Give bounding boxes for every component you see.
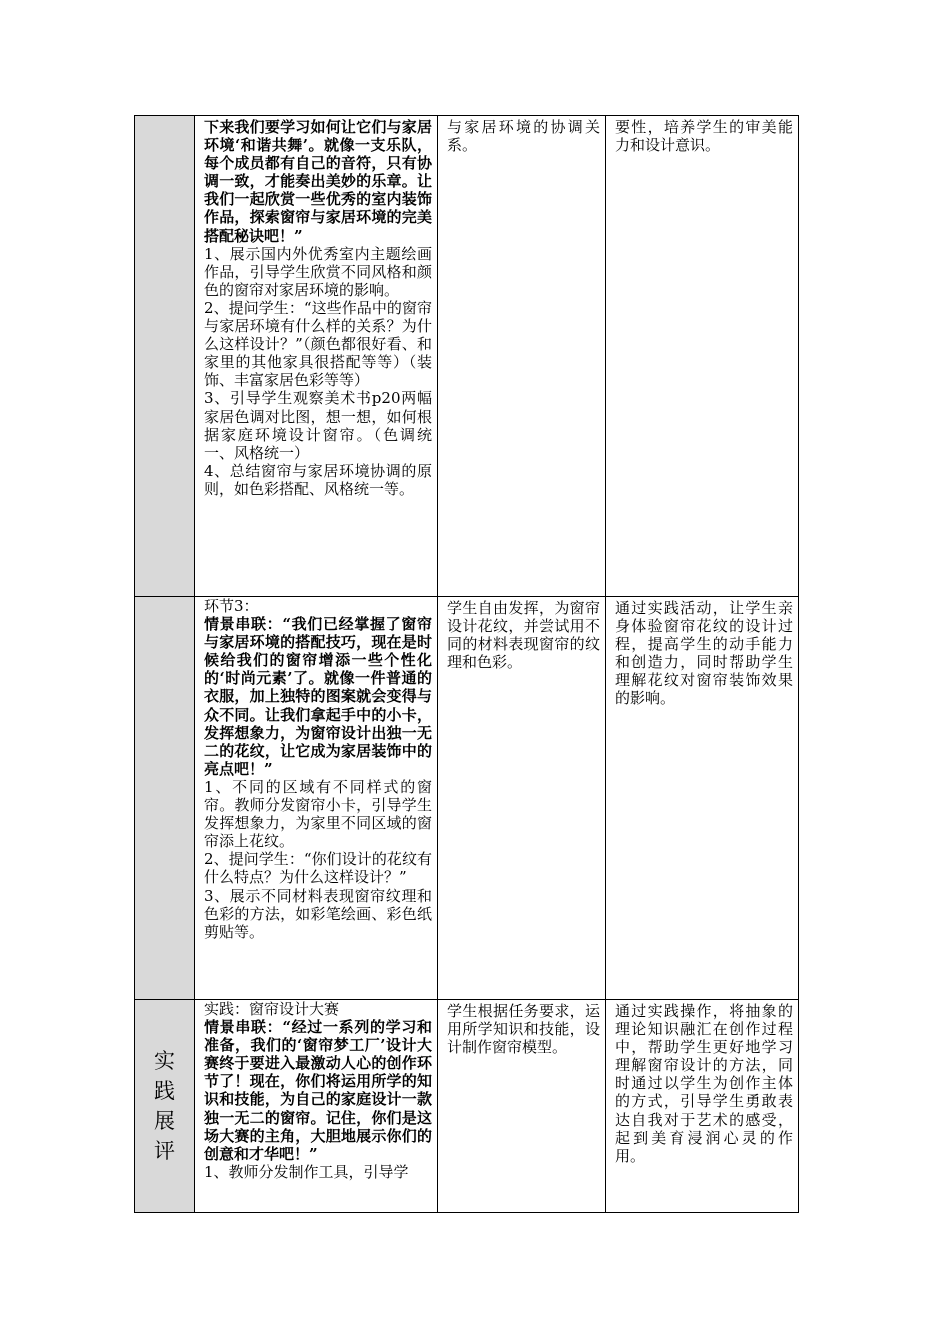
process-paragraph: 情景串联：“经过一系列的学习和准备，我们的‘窗帘梦工厂’设计大赛终于要进入最激动人心的创作环节了！现在，你们将运用所学的知识和技能，为自己的家庭设计一款独一无二的窗帘。记住，你们是这场大赛的主角，大胆地展示你们的创意和才华吧！”: [204, 1018, 432, 1163]
process-paragraph: 3、展示不同材料表现窗帘纹理和色彩的方法，如彩笔绘画、彩色纸剪贴等。: [204, 886, 432, 941]
process-paragraph: 1、展示国内外优秀室内主题绘画作品，引导学生欣赏不同风格和颜色的窗帘对家居环境的影响。: [204, 244, 432, 299]
design-intent-text: 通过实践活动，让学生亲身体验窗帘花纹的设计过程，提高学生的动手能力和创造力，同时帮助学生理解花纹对窗帘装饰效果的影响。: [615, 599, 793, 708]
student-activity-cell: [438, 597, 606, 1000]
process-paragraph: 2、提问学生：“这些作品中的窗帘与家居环境有什么样的关系？为什么这样设计？”（颜色都很好看、和家里的其他家具很搭配等等）（装饰、丰富家居色彩等等）: [204, 298, 432, 390]
table-row: [135, 597, 799, 1000]
stage-label: 实践展评: [154, 1049, 175, 1163]
student-activity-cell: [438, 1000, 606, 1213]
table-row: [135, 116, 799, 597]
design-intent-text: 通过实践操作，将抽象的理论知识融汇在创作过程中，帮助学生更好地学习理解窗帘设计的方法，同时通过以学生为创作主体的方式，引导学生勇敢表达自我对于艺术的感受，起到美育浸润心灵的作用。: [615, 1002, 793, 1165]
stage-cell: [135, 597, 195, 1000]
process-paragraph: 情景串联：“我们已经掌握了窗帘与家居环境的搭配技巧，现在是时候给我们的窗帘增添一些个性化的‘时尚元素’了。就像一件普通的衣服，加上独特的图案就会变得与众不同。让我们拿起手中的小卡，发挥想象力，为窗帘设计出独一无二的花纹，让它成为家居装饰中的亮点吧！”: [204, 615, 432, 778]
process-paragraph: 实践：窗帘设计大赛: [204, 1000, 340, 1018]
process-paragraph: 4、总结窗帘与家居环境协调的原则，如色彩搭配、风格统一等。: [204, 461, 432, 498]
process-paragraph: 1、教师分发制作工具，引导学: [204, 1162, 409, 1181]
student-activity-cell: [438, 116, 606, 597]
process-paragraph: 2、提问学生：“你们设计的花纹有什么特点？为什么这样设计？”: [204, 850, 432, 887]
process-paragraph: 下来我们要学习如何让它们与家居环境‘和谐共舞’。就像一支乐队，每个成员都有自己的音符，只有协调一致，才能奏出美妙的乐章。让我们一起欣赏一些优秀的室内装饰作品，探索窗帘与家居环境的完美搭配秘诀吧！”: [204, 118, 432, 245]
teaching-process-cell: [195, 597, 438, 1000]
process-paragraph: 3、引导学生观察美术书p20两幅家居色调对比图，想一想，如何根据家庭环境设计窗帘。（色调统一、风格统一）: [204, 389, 432, 462]
design-intent-text: 要性，培养学生的审美能力和设计意识。: [615, 118, 793, 155]
student-activity-text: 学生自由发挥，为窗帘设计花纹，并尝试用不同的材料表现窗帘的纹理和色彩。: [447, 599, 600, 672]
process-paragraph: 1、不同的区域有不同样式的窗帘。教师分发窗帘小卡，引导学生发挥想象力，为家里不同区域的窗帘添上花纹。: [204, 777, 432, 851]
student-activity-text: 与家居环境的协调关系。: [447, 118, 600, 155]
stage-cell: [135, 116, 195, 597]
design-intent-cell: [606, 597, 799, 1000]
lesson-plan-table: [134, 115, 799, 1213]
teaching-process-cell: [195, 116, 438, 597]
stage-cell: [135, 1000, 195, 1213]
student-activity-text: 学生根据任务要求，运用所学知识和技能，设计制作窗帘模型。: [447, 1002, 600, 1057]
design-intent-cell: [606, 116, 799, 597]
process-paragraph: 环节3：: [204, 597, 259, 615]
teaching-process-cell: [195, 1000, 438, 1213]
table-row: [135, 1000, 799, 1213]
design-intent-cell: [606, 1000, 799, 1213]
